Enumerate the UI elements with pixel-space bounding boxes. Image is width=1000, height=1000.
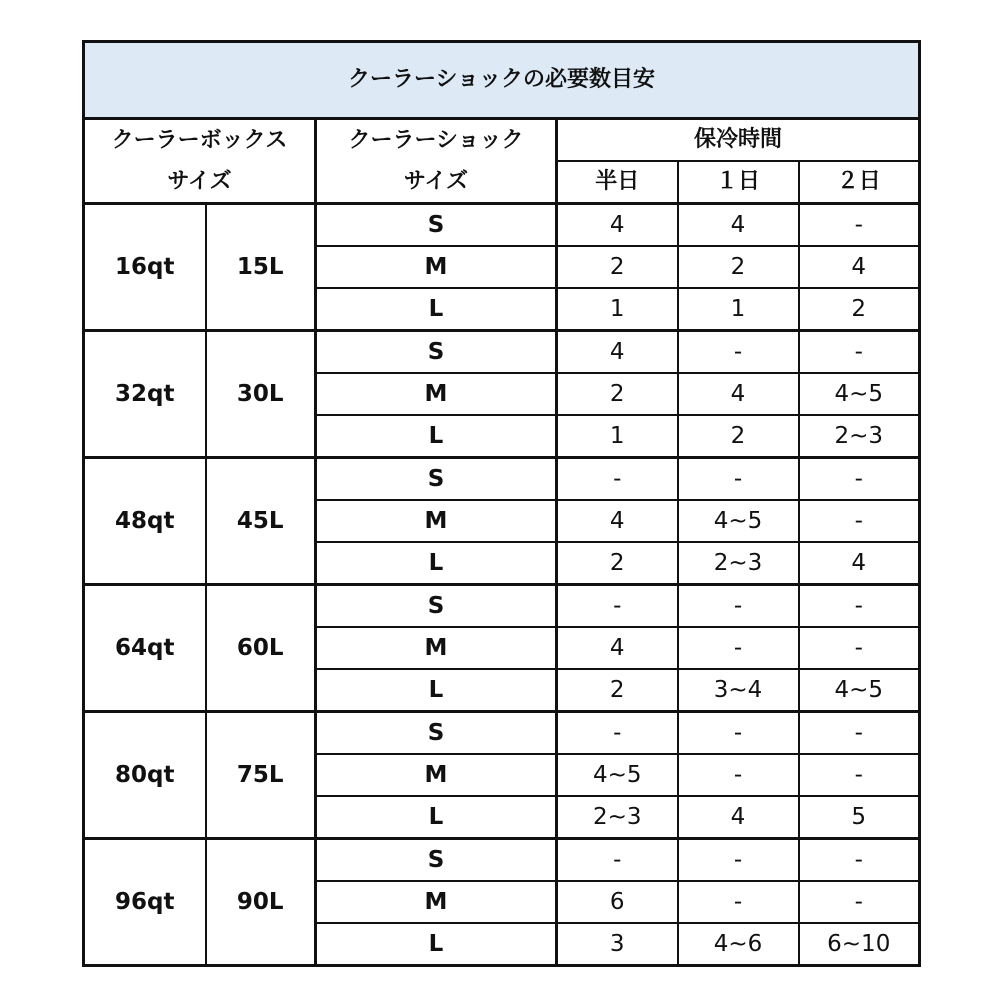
table-row (84, 839, 920, 882)
one-day-count: - (678, 839, 799, 882)
shock-size-cell: L (316, 542, 557, 585)
two-days-count: - (799, 881, 920, 923)
two-days-count: 4 (799, 542, 920, 585)
box-size-liters: 90L (206, 839, 316, 966)
box-size-liters: 45L (206, 458, 316, 585)
one-day-count: 4~6 (678, 923, 799, 966)
half-day-count: - (557, 585, 678, 628)
two-days-count: - (799, 712, 920, 755)
two-days-count: 6~10 (799, 923, 920, 966)
shock-size-cell: L (316, 288, 557, 331)
box-size-qt: 96qt (84, 839, 206, 966)
two-days-count: - (799, 204, 920, 247)
half-day-count: 2 (557, 373, 678, 415)
cooler-shock-table (82, 40, 921, 967)
two-days-count: - (799, 500, 920, 542)
table-row (84, 204, 920, 247)
two-days-count: 4~5 (799, 373, 920, 415)
two-days-count: - (799, 585, 920, 628)
one-day-count: - (678, 712, 799, 755)
two-days-count: - (799, 331, 920, 374)
two-days-count: - (799, 458, 920, 501)
two-days-count: - (799, 839, 920, 882)
box-size-liters: 15L (206, 204, 316, 331)
shock-size-cell: L (316, 415, 557, 458)
two-days-count: - (799, 627, 920, 669)
one-day-count: 1 (678, 288, 799, 331)
shock-size-cell: S (316, 204, 557, 247)
half-day-count: - (557, 839, 678, 882)
box-size-qt: 16qt (84, 204, 206, 331)
shock-size-cell: S (316, 839, 557, 882)
half-day-count: 1 (557, 415, 678, 458)
two-days-count: 2~3 (799, 415, 920, 458)
half-day-count: 3 (557, 923, 678, 966)
table-title: クーラーショックの必要数目安 (84, 42, 920, 119)
shock-size-cell: M (316, 627, 557, 669)
shock-size-cell: S (316, 712, 557, 755)
box-size-qt: 64qt (84, 585, 206, 712)
one-day-count: - (678, 458, 799, 501)
half-day-count: 4 (557, 331, 678, 374)
table-row (84, 458, 920, 501)
two-days-count: 4 (799, 246, 920, 288)
one-day-count: 2~3 (678, 542, 799, 585)
box-size-qt: 32qt (84, 331, 206, 458)
shock-size-cell: L (316, 923, 557, 966)
box-size-qt: 80qt (84, 712, 206, 839)
header-box-size-line1: クーラーボックス (84, 119, 316, 162)
header-shock-size-line1: クーラーショック (316, 119, 557, 162)
half-day-count: - (557, 458, 678, 501)
shock-size-cell: M (316, 754, 557, 796)
table-row (84, 585, 920, 628)
shock-size-cell: S (316, 331, 557, 374)
half-day-count: 2 (557, 669, 678, 712)
shock-size-cell: S (316, 585, 557, 628)
shock-size-cell: L (316, 669, 557, 712)
shock-size-cell: M (316, 881, 557, 923)
table-row (84, 331, 920, 374)
two-days-count: - (799, 754, 920, 796)
half-day-count: 4 (557, 204, 678, 247)
header-duration: 保冷時間 (557, 119, 920, 162)
half-day-count: 1 (557, 288, 678, 331)
half-day-count: - (557, 712, 678, 755)
box-size-liters: 60L (206, 585, 316, 712)
two-days-count: 4~5 (799, 669, 920, 712)
one-day-count: 4 (678, 373, 799, 415)
one-day-count: 2 (678, 415, 799, 458)
two-days-count: 2 (799, 288, 920, 331)
shock-size-cell: M (316, 246, 557, 288)
header-box-size-line2: サイズ (84, 161, 316, 204)
half-day-count: 2~3 (557, 796, 678, 839)
half-day-count: 4 (557, 500, 678, 542)
header-half-day: 半日 (557, 161, 678, 204)
one-day-count: - (678, 585, 799, 628)
shock-size-cell: M (316, 373, 557, 415)
one-day-count: 4 (678, 796, 799, 839)
box-size-liters: 75L (206, 712, 316, 839)
shock-size-cell: S (316, 458, 557, 501)
half-day-count: 2 (557, 542, 678, 585)
half-day-count: 4 (557, 627, 678, 669)
one-day-count: - (678, 627, 799, 669)
half-day-count: 2 (557, 246, 678, 288)
header-one-day: １日 (678, 161, 799, 204)
one-day-count: 2 (678, 246, 799, 288)
one-day-count: 4~5 (678, 500, 799, 542)
shock-size-cell: L (316, 796, 557, 839)
one-day-count: 3~4 (678, 669, 799, 712)
one-day-count: 4 (678, 204, 799, 247)
table-body (84, 204, 920, 966)
box-size-qt: 48qt (84, 458, 206, 585)
header-shock-size-line2: サイズ (316, 161, 557, 204)
two-days-count: 5 (799, 796, 920, 839)
half-day-count: 6 (557, 881, 678, 923)
shock-size-cell: M (316, 500, 557, 542)
one-day-count: - (678, 754, 799, 796)
one-day-count: - (678, 881, 799, 923)
box-size-liters: 30L (206, 331, 316, 458)
one-day-count: - (678, 331, 799, 374)
half-day-count: 4~5 (557, 754, 678, 796)
header-two-days: ２日 (799, 161, 920, 204)
table-row (84, 712, 920, 755)
